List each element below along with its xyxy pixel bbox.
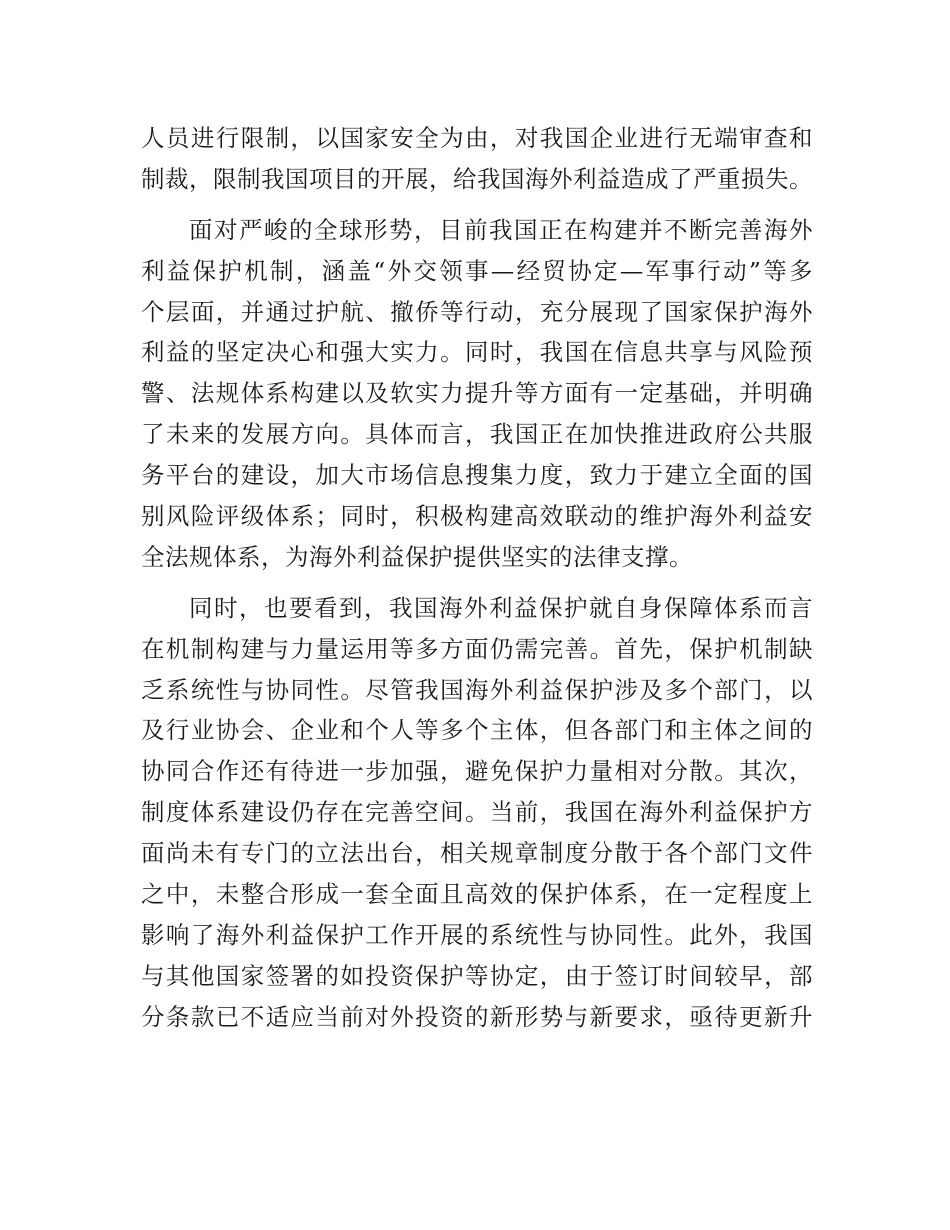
text-line: 利益保护机制，涵盖“外交领事—经贸协定—军事行动”等多 xyxy=(141,256,813,285)
text-line: 面对严峻的全球形势，目前我国正在构建并不断完善海外 xyxy=(189,215,813,244)
text-line: 之中，未整合形成一套全面且高效的保护体系，在一定程度上 xyxy=(141,880,813,909)
body-text xyxy=(141,118,813,1038)
text-line: 务平台的建设，加大市场信息搜集力度，致力于建立全面的国 xyxy=(141,461,813,490)
text-line: 利益的坚定决心和强大实力。同时，我国在信息共享与风险预 xyxy=(141,338,813,367)
text-line: 制度体系建设仍存在完善空间。当前，我国在海外利益保护方 xyxy=(141,798,813,827)
text-line: 个层面，并通过护航、撤侨等行动，充分展现了国家保护海外 xyxy=(141,297,813,326)
text-line: 面尚未有专门的立法出台，相关规章制度分散于各个部门文件 xyxy=(141,839,813,868)
text-line: 警、法规体系构建以及软实力提升等方面有一定基础，并明确 xyxy=(141,379,813,408)
text-line: 及行业协会、企业和个人等多个主体，但各部门和主体之间的 xyxy=(141,716,813,745)
paragraph-3 xyxy=(141,588,813,1038)
text-line: 同时，也要看到，我国海外利益保护就自身保障体系而言 xyxy=(189,593,813,622)
text-line: 分条款已不适应当前对外投资的新形势与新要求，亟待更新升 xyxy=(141,1002,813,1031)
paragraph-1 xyxy=(141,118,813,200)
text-line: 协同合作还有待进一步加强，避免保护力量相对分散。其次， xyxy=(141,757,813,786)
text-line: 制裁，限制我国项目的开展，给我国海外利益造成了严重损失。 xyxy=(141,164,813,193)
text-line: 在机制构建与力量运用等多方面仍需完善。首先，保护机制缺 xyxy=(141,634,813,663)
text-line: 全法规体系，为海外利益保护提供坚实的法律支撑。 xyxy=(141,542,693,571)
text-line: 人员进行限制，以国家安全为由，对我国企业进行无端审查和 xyxy=(141,124,813,152)
text-line: 乏系统性与协同性。尽管我国海外利益保护涉及多个部门，以 xyxy=(141,675,813,704)
text-line: 别风险评级体系；同时，积极构建高效联动的维护海外利益安 xyxy=(141,502,813,531)
paragraph-2 xyxy=(141,210,813,578)
text-line: 了未来的发展方向。具体而言，我国正在加快推进政府公共服 xyxy=(141,420,813,449)
text-line: 与其他国家签署的如投资保护等协定，由于签订时间较早，部 xyxy=(141,961,813,990)
text-line: 影响了海外利益保护工作开展的系统性与协同性。此外，我国 xyxy=(141,920,813,949)
